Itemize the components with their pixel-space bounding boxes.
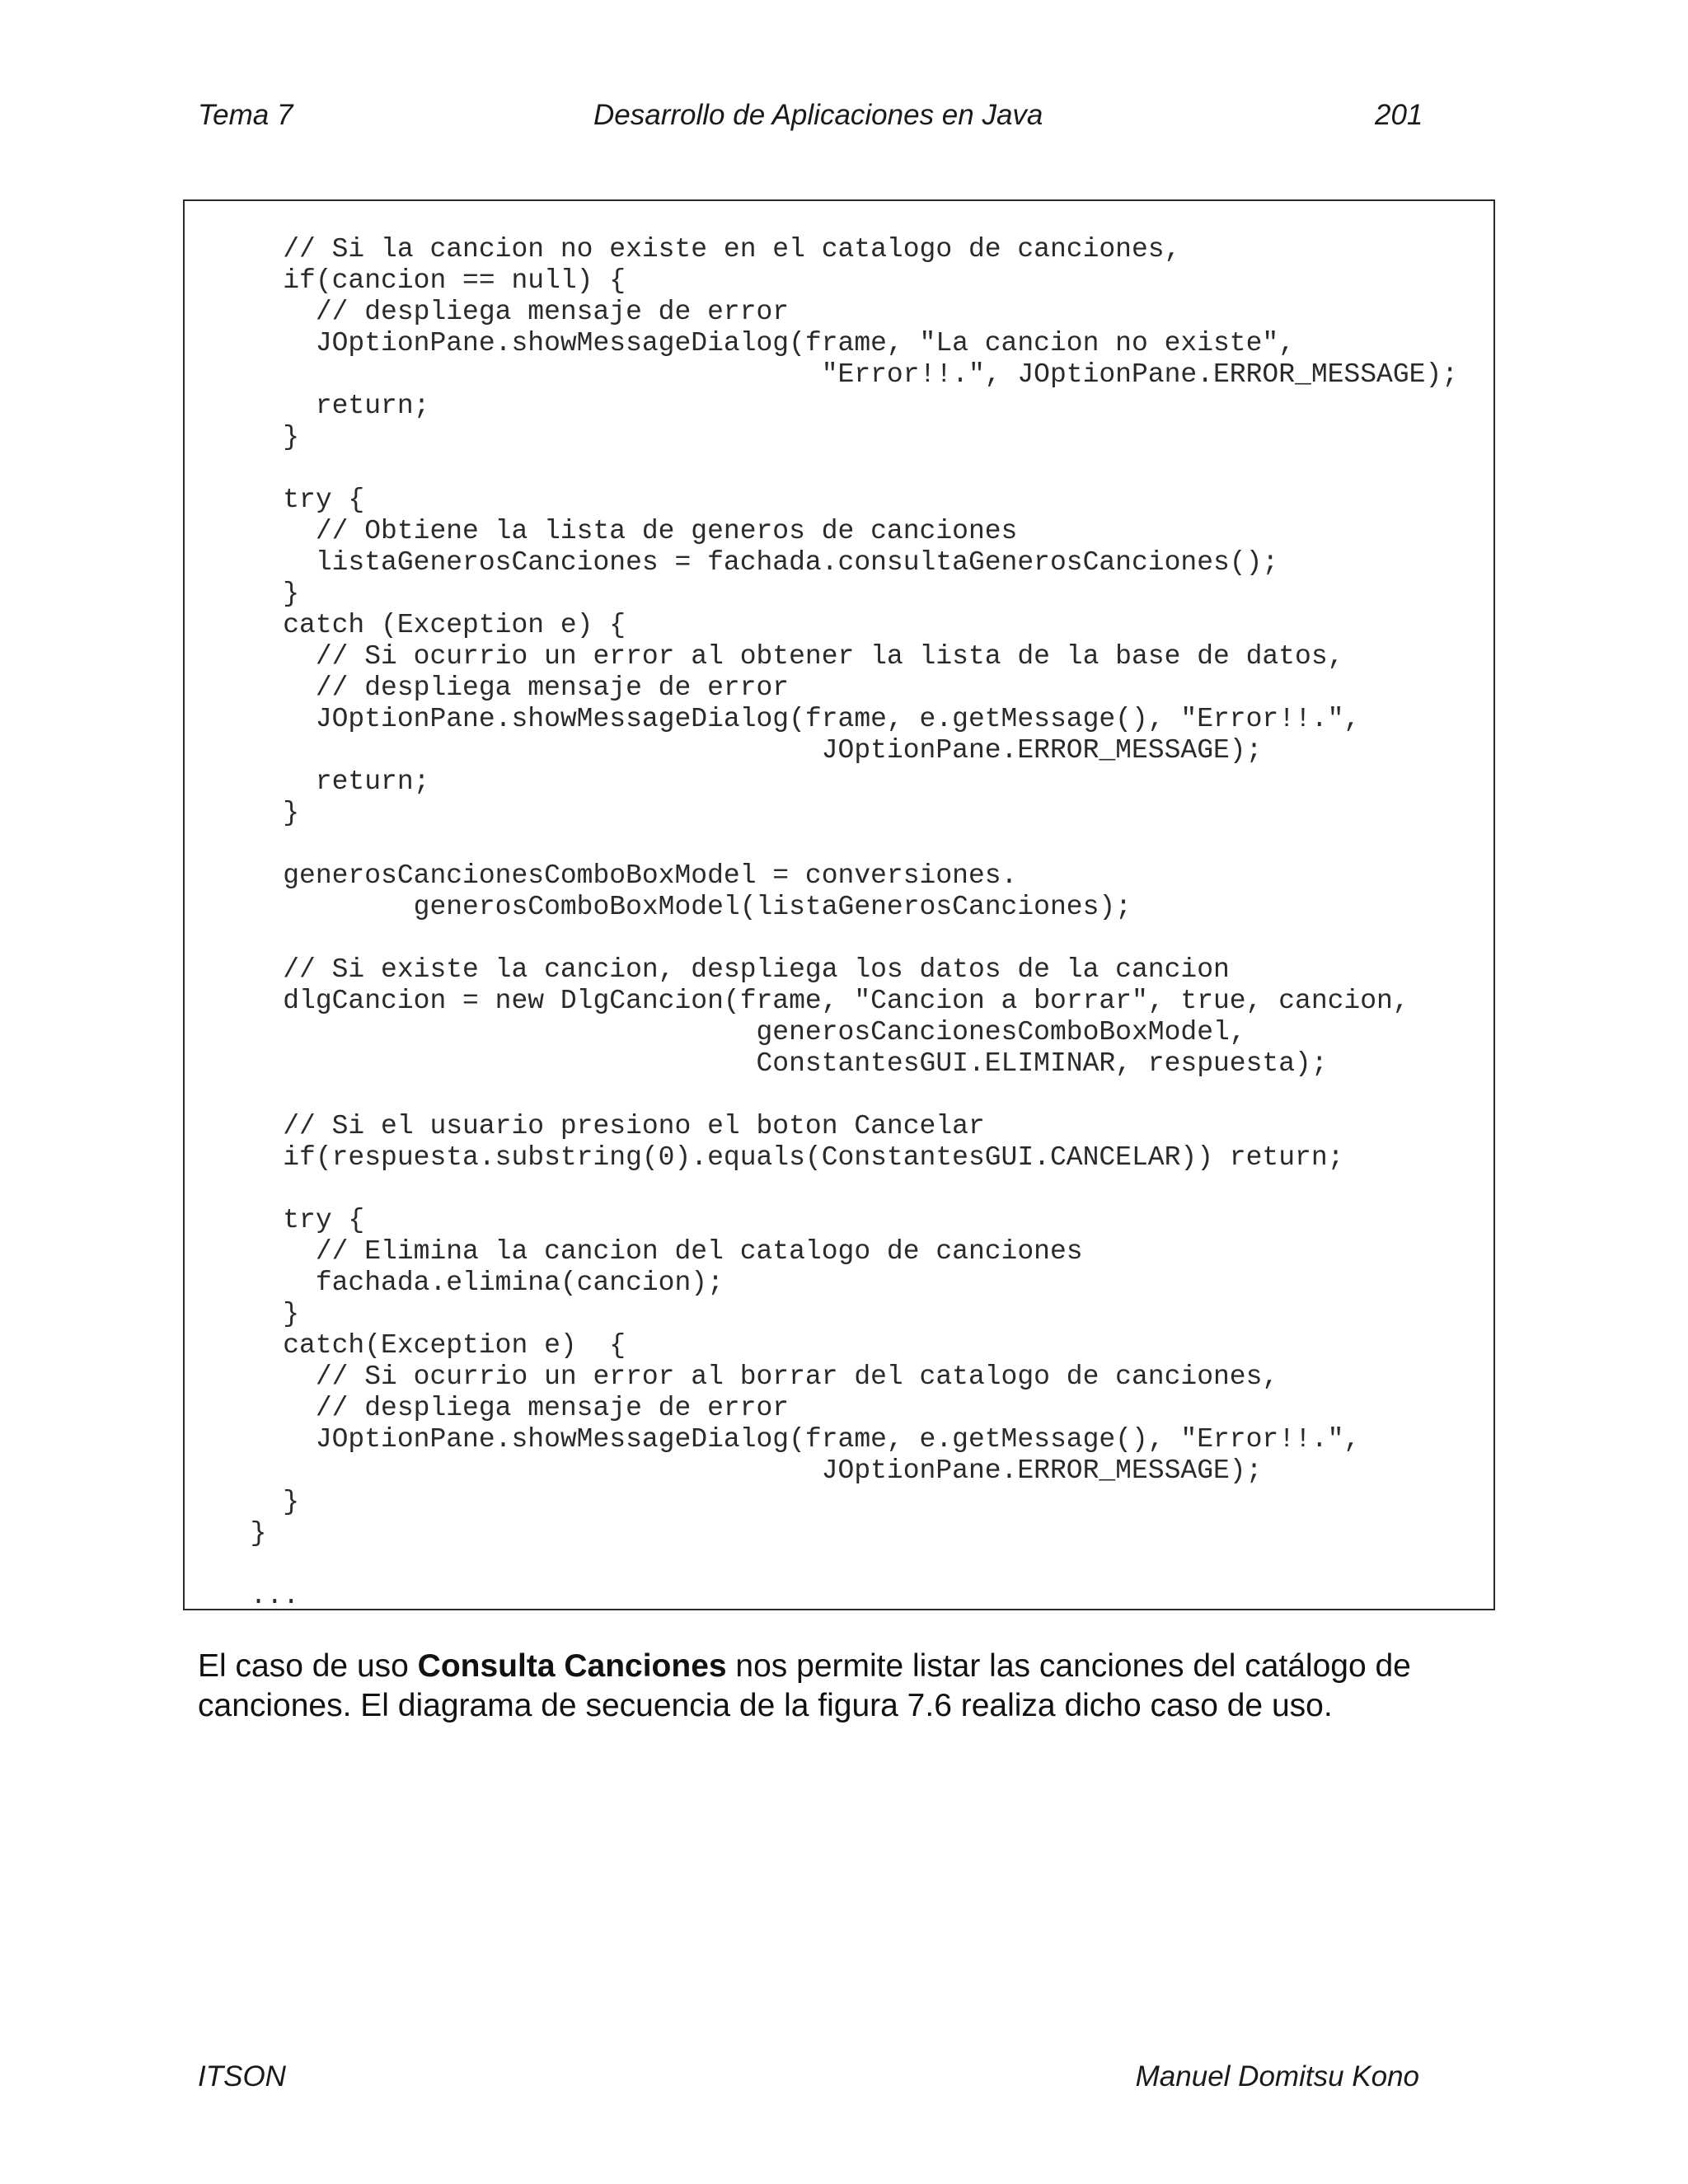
- code-line: }: [218, 422, 300, 452]
- code-line: fachada.elimina(cancion);: [218, 1268, 724, 1298]
- footer-author: Manuel Domitsu Kono: [1135, 2060, 1419, 2093]
- code-line: // Elimina la cancion del catalogo de canciones: [218, 1236, 1083, 1267]
- body-paragraph: [198, 1647, 1484, 1726]
- header-page-number: 201: [1375, 99, 1423, 131]
- code-line: return;: [218, 391, 430, 421]
- code-line: // Si ocurrio un error al obtener la lista de la base de datos,: [218, 641, 1344, 672]
- paragraph-text-after: nos permite listar las canciones del catálogo de canciones. El diagrama de secuencia de la figura 7.6 realiza dicho caso de uso.: [198, 1648, 1411, 1723]
- code-line: try {: [218, 485, 365, 515]
- code-line: [218, 829, 1458, 860]
- header-chapter: Tema 7: [198, 99, 293, 131]
- code-line: // Si el usuario presiono el boton Cancelar: [218, 1111, 985, 1141]
- code-line: generosComboBoxModel(listaGenerosCanciones);: [218, 892, 1132, 922]
- code-line: JOptionPane.ERROR_MESSAGE);: [218, 735, 1263, 766]
- code-line: listaGenerosCanciones = fachada.consultaGenerosCanciones();: [218, 547, 1279, 578]
- code-line: }: [218, 1518, 267, 1549]
- code-line: // despliega mensaje de error: [218, 673, 790, 703]
- code-line: JOptionPane.showMessageDialog(frame, e.getMessage(), "Error!!.",: [218, 704, 1361, 734]
- code-line: if(respuesta.substring(0).equals(ConstantesGUI.CANCELAR)) return;: [218, 1142, 1344, 1173]
- code-line: try {: [218, 1205, 365, 1235]
- header-book-title: Desarrollo de Aplicaciones en Java: [593, 99, 1043, 131]
- code-line: // Si la cancion no existe en el catalogo de canciones,: [218, 234, 1181, 265]
- code-line: }: [218, 798, 300, 828]
- code-line: [218, 1549, 1458, 1581]
- code-line: ...: [218, 1581, 300, 1611]
- code-line: [218, 1080, 1458, 1111]
- code-line: catch(Exception e) {: [218, 1330, 626, 1361]
- code-line: }: [218, 579, 300, 609]
- code-line: "Error!!.", JOptionPane.ERROR_MESSAGE);: [218, 359, 1459, 390]
- code-line: JOptionPane.ERROR_MESSAGE);: [218, 1455, 1263, 1486]
- code-line: [218, 1174, 1458, 1205]
- code-line: // Si existe la cancion, despliega los datos de la cancion: [218, 954, 1230, 985]
- code-line: return;: [218, 766, 430, 797]
- code-line: generosCancionesComboBoxModel = conversiones.: [218, 860, 1018, 891]
- code-line: // Obtiene la lista de generos de canciones: [218, 516, 1018, 546]
- code-line: catch (Exception e) {: [218, 610, 626, 640]
- code-line: [218, 923, 1458, 954]
- paragraph-text-before: El caso de uso: [198, 1648, 418, 1684]
- code-line: }: [218, 1299, 300, 1329]
- paragraph-use-case-name: Consulta Canciones: [417, 1648, 727, 1684]
- code-line: generosCancionesComboBoxModel,: [218, 1017, 1246, 1047]
- code-line: // despliega mensaje de error: [218, 1393, 790, 1423]
- code-line: JOptionPane.showMessageDialog(frame, "La cancion no existe",: [218, 328, 1296, 359]
- footer-institution: ITSON: [198, 2060, 286, 2093]
- code-line: dlgCancion = new DlgCancion(frame, "Cancion a borrar", true, cancion,: [218, 986, 1409, 1016]
- code-listing-box: [183, 199, 1495, 1610]
- code-line: JOptionPane.showMessageDialog(frame, e.getMessage(), "Error!!.",: [218, 1424, 1361, 1455]
- code-line: }: [218, 1487, 300, 1517]
- code-line: [218, 453, 1458, 485]
- code-line: ConstantesGUI.ELIMINAR, respuesta);: [218, 1048, 1328, 1079]
- code-line: // despliega mensaje de error: [218, 297, 790, 327]
- code-listing: [218, 234, 1458, 1612]
- code-line: if(cancion == null) {: [218, 265, 626, 296]
- code-line: // Si ocurrio un error al borrar del catalogo de canciones,: [218, 1361, 1279, 1392]
